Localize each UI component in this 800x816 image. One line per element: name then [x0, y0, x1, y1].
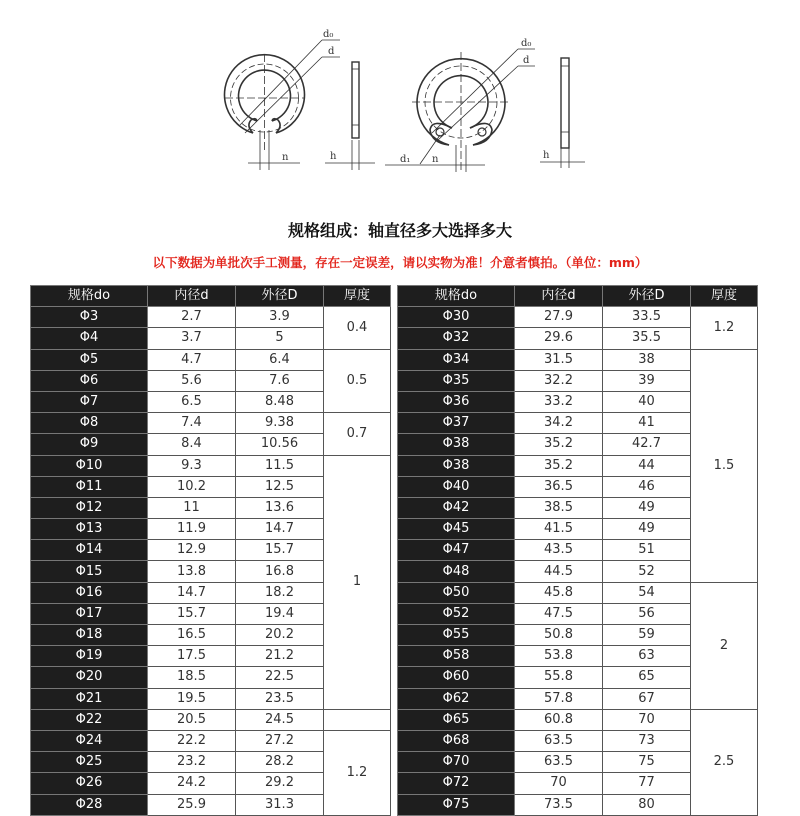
inner-diameter-cell: 35.2	[515, 434, 603, 455]
inner-diameter-cell: 32.2	[515, 370, 603, 391]
spec-cell: Φ11	[31, 476, 148, 497]
header-inner-diameter: 内径d	[148, 286, 236, 307]
inner-diameter-cell: 34.2	[515, 413, 603, 434]
inner-diameter-cell: 60.8	[515, 709, 603, 730]
inner-diameter-cell: 9.3	[148, 455, 236, 476]
spec-cell: Φ16	[31, 582, 148, 603]
inner-diameter-cell: 17.5	[148, 646, 236, 667]
header-inner-diameter: 内径d	[515, 286, 603, 307]
inner-diameter-cell: 27.9	[515, 307, 603, 328]
circlip-technical-drawing	[0, 0, 800, 200]
thickness-cell	[324, 709, 391, 730]
spec-cell: Φ45	[398, 519, 515, 540]
outer-diameter-cell: 63	[603, 646, 691, 667]
spec-cell: Φ24	[31, 730, 148, 751]
spec-cell: Φ37	[398, 413, 515, 434]
spec-cell: Φ9	[31, 434, 148, 455]
table-row	[398, 349, 758, 370]
inner-diameter-cell: 31.5	[515, 349, 603, 370]
inner-diameter-cell: 4.7	[148, 349, 236, 370]
spec-table-right	[397, 285, 758, 816]
inner-diameter-cell: 14.7	[148, 582, 236, 603]
inner-diameter-cell: 23.2	[148, 752, 236, 773]
thickness-cell: 0.5	[324, 349, 391, 413]
inner-diameter-cell: 55.8	[515, 667, 603, 688]
outer-diameter-cell: 20.2	[236, 625, 324, 646]
outer-diameter-cell: 24.5	[236, 709, 324, 730]
header-outer-diameter: 外径D	[236, 286, 324, 307]
spec-cell: Φ13	[31, 519, 148, 540]
label-n-large: n	[432, 154, 439, 165]
inner-diameter-cell: 22.2	[148, 730, 236, 751]
outer-diameter-cell: 11.5	[236, 455, 324, 476]
outer-diameter-cell: 9.38	[236, 413, 324, 434]
outer-diameter-cell: 23.5	[236, 688, 324, 709]
outer-diameter-cell: 12.5	[236, 476, 324, 497]
spec-cell: Φ34	[398, 349, 515, 370]
spec-table-left	[30, 285, 391, 816]
outer-diameter-cell: 10.56	[236, 434, 324, 455]
inner-diameter-cell: 53.8	[515, 646, 603, 667]
outer-diameter-cell: 56	[603, 603, 691, 624]
outer-diameter-cell: 40	[603, 391, 691, 412]
outer-diameter-cell: 18.2	[236, 582, 324, 603]
table-row	[398, 307, 758, 328]
outer-diameter-cell: 5	[236, 328, 324, 349]
spec-cell: Φ12	[31, 497, 148, 518]
thickness-cell: 2	[691, 582, 758, 709]
outer-diameter-cell: 29.2	[236, 773, 324, 794]
spec-cell: Φ62	[398, 688, 515, 709]
outer-diameter-cell: 49	[603, 497, 691, 518]
outer-diameter-cell: 41	[603, 413, 691, 434]
inner-diameter-cell: 63.5	[515, 730, 603, 751]
outer-diameter-cell: 39	[603, 370, 691, 391]
spec-cell: Φ8	[31, 413, 148, 434]
outer-diameter-cell: 19.4	[236, 603, 324, 624]
spec-cell: Φ75	[398, 794, 515, 815]
spec-cell: Φ15	[31, 561, 148, 582]
outer-diameter-cell: 70	[603, 709, 691, 730]
spec-cell: Φ17	[31, 603, 148, 624]
page-title: 规格组成：轴直径多大选择多大	[287, 221, 512, 240]
table-row	[398, 709, 758, 730]
label-d1: d₁	[400, 154, 411, 165]
spec-cell: Φ40	[398, 476, 515, 497]
outer-diameter-cell: 52	[603, 561, 691, 582]
spec-cell: Φ52	[398, 603, 515, 624]
outer-diameter-cell: 51	[603, 540, 691, 561]
table-row	[31, 730, 391, 751]
spec-cell: Φ65	[398, 709, 515, 730]
inner-diameter-cell: 15.7	[148, 603, 236, 624]
outer-diameter-cell: 80	[603, 794, 691, 815]
outer-diameter-cell: 38	[603, 349, 691, 370]
outer-diameter-cell: 16.8	[236, 561, 324, 582]
outer-diameter-cell: 35.5	[603, 328, 691, 349]
spec-cell: Φ6	[31, 370, 148, 391]
inner-diameter-cell: 12.9	[148, 540, 236, 561]
label-d-small: d	[328, 46, 335, 57]
spec-cell: Φ20	[31, 667, 148, 688]
inner-diameter-cell: 18.5	[148, 667, 236, 688]
spec-cell: Φ32	[398, 328, 515, 349]
outer-diameter-cell: 31.3	[236, 794, 324, 815]
thickness-cell: 1.2	[324, 730, 391, 815]
header-thickness: 厚度	[691, 286, 758, 307]
inner-diameter-cell: 11.9	[148, 519, 236, 540]
outer-diameter-cell: 6.4	[236, 349, 324, 370]
table-row	[31, 709, 391, 730]
inner-diameter-cell: 73.5	[515, 794, 603, 815]
inner-diameter-cell: 33.2	[515, 391, 603, 412]
outer-diameter-cell: 14.7	[236, 519, 324, 540]
inner-diameter-cell: 7.4	[148, 413, 236, 434]
outer-diameter-cell: 15.7	[236, 540, 324, 561]
spec-cell: Φ55	[398, 625, 515, 646]
spec-cell: Φ50	[398, 582, 515, 603]
outer-diameter-cell: 3.9	[236, 307, 324, 328]
outer-diameter-cell: 77	[603, 773, 691, 794]
inner-diameter-cell: 20.5	[148, 709, 236, 730]
outer-diameter-cell: 54	[603, 582, 691, 603]
spec-cell: Φ47	[398, 540, 515, 561]
outer-diameter-cell: 21.2	[236, 646, 324, 667]
spec-cell: Φ14	[31, 540, 148, 561]
table-header-row	[31, 286, 391, 307]
table-row	[31, 349, 391, 370]
outer-diameter-cell: 59	[603, 625, 691, 646]
spec-cell: Φ25	[31, 752, 148, 773]
spec-cell: Φ38	[398, 455, 515, 476]
table-header-row	[398, 286, 758, 307]
inner-diameter-cell: 41.5	[515, 519, 603, 540]
spec-cell: Φ28	[31, 794, 148, 815]
table-row	[31, 307, 391, 328]
thickness-cell: 0.4	[324, 307, 391, 349]
inner-diameter-cell: 47.5	[515, 603, 603, 624]
spec-cell: Φ35	[398, 370, 515, 391]
outer-diameter-cell: 65	[603, 667, 691, 688]
inner-diameter-cell: 44.5	[515, 561, 603, 582]
label-h-small: h	[330, 151, 337, 162]
inner-diameter-cell: 38.5	[515, 497, 603, 518]
inner-diameter-cell: 5.6	[148, 370, 236, 391]
spec-cell: Φ7	[31, 391, 148, 412]
spec-cell: Φ58	[398, 646, 515, 667]
outer-diameter-cell: 67	[603, 688, 691, 709]
spec-cell: Φ22	[31, 709, 148, 730]
inner-diameter-cell: 35.2	[515, 455, 603, 476]
header-spec: 规格do	[398, 286, 515, 307]
spec-cell: Φ42	[398, 497, 515, 518]
outer-diameter-cell: 22.5	[236, 667, 324, 688]
outer-diameter-cell: 28.2	[236, 752, 324, 773]
inner-diameter-cell: 70	[515, 773, 603, 794]
outer-diameter-cell: 27.2	[236, 730, 324, 751]
spec-cell: Φ10	[31, 455, 148, 476]
measurement-notice: 以下数据为单批次手工测量，存在一定误差，请以实物为准！介意者慎拍。（单位：mm）	[152, 255, 648, 270]
outer-diameter-cell: 42.7	[603, 434, 691, 455]
spec-cell: Φ26	[31, 773, 148, 794]
header-thickness: 厚度	[324, 286, 391, 307]
outer-diameter-cell: 33.5	[603, 307, 691, 328]
outer-diameter-cell: 44	[603, 455, 691, 476]
spec-cell: Φ72	[398, 773, 515, 794]
table-row	[31, 455, 391, 476]
spec-cell: Φ60	[398, 667, 515, 688]
inner-diameter-cell: 6.5	[148, 391, 236, 412]
inner-diameter-cell: 45.8	[515, 582, 603, 603]
spec-cell: Φ48	[398, 561, 515, 582]
outer-diameter-cell: 13.6	[236, 497, 324, 518]
thickness-cell: 1.5	[691, 349, 758, 582]
spec-cell: Φ30	[398, 307, 515, 328]
inner-diameter-cell: 19.5	[148, 688, 236, 709]
label-d0-large: d₀	[521, 38, 532, 49]
inner-diameter-cell: 13.8	[148, 561, 236, 582]
outer-diameter-cell: 49	[603, 519, 691, 540]
label-d0-small: d₀	[323, 29, 334, 40]
spec-cell: Φ4	[31, 328, 148, 349]
inner-diameter-cell: 25.9	[148, 794, 236, 815]
spec-cell: Φ70	[398, 752, 515, 773]
table-row	[398, 582, 758, 603]
inner-diameter-cell: 24.2	[148, 773, 236, 794]
thickness-cell: 1	[324, 455, 391, 709]
thickness-cell: 0.7	[324, 413, 391, 455]
spec-cell: Φ36	[398, 391, 515, 412]
inner-diameter-cell: 36.5	[515, 476, 603, 497]
inner-diameter-cell: 29.6	[515, 328, 603, 349]
outer-diameter-cell: 46	[603, 476, 691, 497]
outer-diameter-cell: 7.6	[236, 370, 324, 391]
outer-diameter-cell: 75	[603, 752, 691, 773]
spec-cell: Φ18	[31, 625, 148, 646]
header-outer-diameter: 外径D	[603, 286, 691, 307]
thickness-cell: 1.2	[691, 307, 758, 349]
label-d-large: d	[523, 55, 530, 66]
inner-diameter-cell: 2.7	[148, 307, 236, 328]
spec-cell: Φ19	[31, 646, 148, 667]
spec-cell: Φ21	[31, 688, 148, 709]
spec-cell: Φ5	[31, 349, 148, 370]
label-h-large: h	[543, 150, 550, 161]
inner-diameter-cell: 43.5	[515, 540, 603, 561]
spec-cell: Φ38	[398, 434, 515, 455]
inner-diameter-cell: 50.8	[515, 625, 603, 646]
outer-diameter-cell: 8.48	[236, 391, 324, 412]
outer-diameter-cell: 73	[603, 730, 691, 751]
header-spec: 规格do	[31, 286, 148, 307]
inner-diameter-cell: 63.5	[515, 752, 603, 773]
inner-diameter-cell: 16.5	[148, 625, 236, 646]
table-row	[31, 413, 391, 434]
inner-diameter-cell: 8.4	[148, 434, 236, 455]
spec-cell: Φ68	[398, 730, 515, 751]
thickness-cell: 2.5	[691, 709, 758, 815]
inner-diameter-cell: 3.7	[148, 328, 236, 349]
label-n-small: n	[282, 152, 289, 163]
spec-cell: Φ3	[31, 307, 148, 328]
inner-diameter-cell: 11	[148, 497, 236, 518]
inner-diameter-cell: 10.2	[148, 476, 236, 497]
inner-diameter-cell: 57.8	[515, 688, 603, 709]
